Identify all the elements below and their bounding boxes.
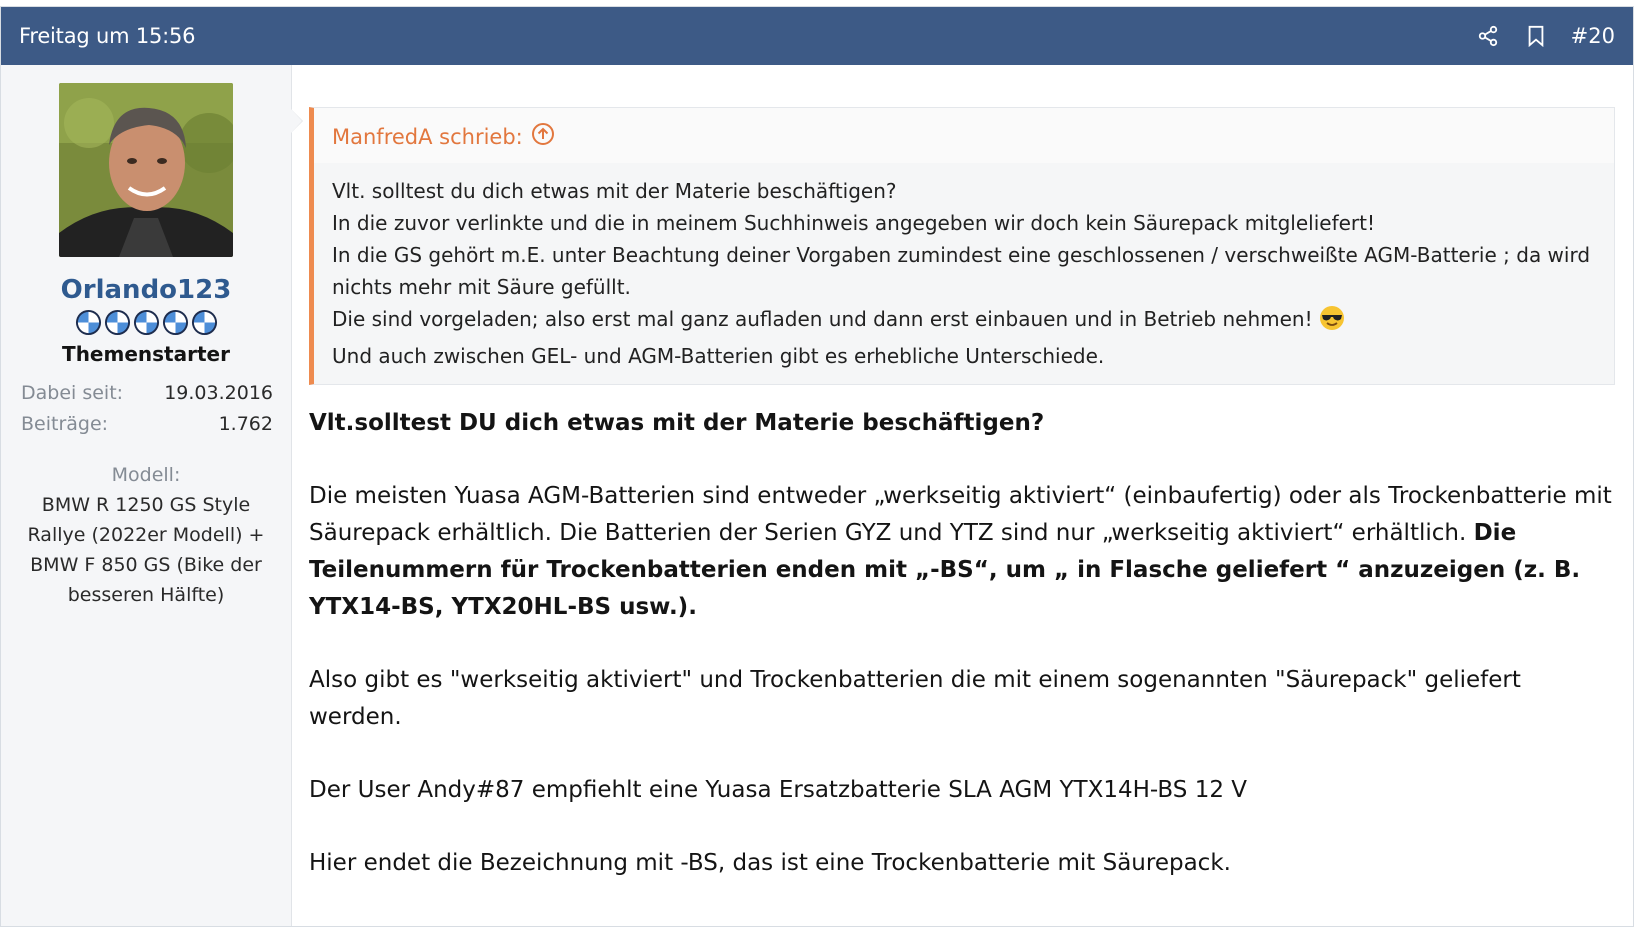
user-sidebar — [1, 65, 292, 926]
post-actions — [1475, 23, 1615, 49]
post-date[interactable]: Freitag um 15:56 — [19, 24, 196, 48]
user-stats — [21, 378, 273, 440]
bmw-rank-icon — [104, 309, 131, 336]
quote-block — [309, 107, 1615, 385]
share-icon[interactable] — [1475, 23, 1501, 49]
avatar[interactable] — [59, 83, 233, 257]
quote-line: Und auch zwischen GEL- und AGM-Batterien gibt es erhebliche Unterschiede. — [332, 344, 1105, 368]
bmw-rank-icon — [133, 309, 160, 336]
quote-line: In die zuvor verlinkte und die in meinem Suchhinweis angegeben wir doch kein Säurepack mitgleliefert! — [332, 211, 1375, 235]
quote-header[interactable] — [314, 108, 1614, 163]
post-headline: Vlt.solltest DU dich etwas mit der Materie beschäftigen? — [309, 410, 1045, 436]
post-text — [309, 405, 1615, 882]
username-link[interactable]: Orlando123 — [60, 275, 232, 305]
quote-line: Vlt. solltest du dich etwas mit der Materie beschäftigen? — [332, 179, 897, 203]
post-paragraph: Die meisten Yuasa AGM-Batterien sind entweder „werkseitig aktiviert“ (einbaufertig) oder als Trockenbatterie mit Säurepack erhältlich. Die Batterien der Serien GYZ und YTZ sind nur „werkseitig aktiviert“ erhältlich. Die Teilenummern für Trockenbatterien enden mit „-BS“, um „ in Flasche geliefert “ anzuzeigen (z. B. YTX14-BS, YTX20HL-BS usw.). — [309, 483, 1612, 620]
stat-posts: Beiträge: 1.762 — [21, 413, 273, 435]
stat-joined: Dabei seit: 19.03.2016 — [21, 382, 273, 404]
quote-line: In die GS gehört m.E. unter Beachtung deiner Vorgaben zumindest eine geschlossenen / verschweißte AGM-Batterie ; da wird nichts mehr mit Säure gefüllt. — [332, 243, 1591, 299]
post-paragraph: Hier endet die Bezeichnung mit -BS, das ist eine Trockenbatterie mit Säurepack. — [309, 850, 1231, 876]
forum-post — [0, 6, 1634, 927]
arrow-up-circle-icon[interactable] — [531, 122, 555, 151]
bmw-rank-icon — [75, 309, 102, 336]
rank-icons — [1, 309, 291, 336]
bmw-rank-icon — [162, 309, 189, 336]
post-paragraph: Der User Andy#87 empfiehlt eine Yuasa Ersatzbatterie SLA AGM YTX14H-BS 12 V — [309, 777, 1248, 803]
sunglasses-emoji-icon — [1319, 305, 1345, 340]
bookmark-icon[interactable] — [1523, 23, 1549, 49]
bmw-rank-icon — [191, 309, 218, 336]
post-content — [292, 65, 1633, 926]
quote-line: Die sind vorgeladen; also erst mal ganz aufladen und dann erst einbauen und in Betrieb nehmen! — [332, 303, 1596, 340]
post-number[interactable]: #20 — [1570, 24, 1615, 48]
quote-body — [314, 163, 1614, 384]
user-model: Modell: BMW R 1250 GS Style Rallye (2022er Modell) + BMW F 850 GS (Bike der besseren Hälfte) — [27, 464, 265, 606]
post-header — [1, 7, 1633, 65]
post-paragraph: Also gibt es "werkseitig aktiviert" und Trockenbatterien die mit einem sogenannten "Säurepack" geliefert werden. — [309, 667, 1521, 730]
quote-author[interactable]: ManfredA schrieb: — [332, 124, 523, 149]
user-title: Themenstarter — [62, 342, 230, 366]
